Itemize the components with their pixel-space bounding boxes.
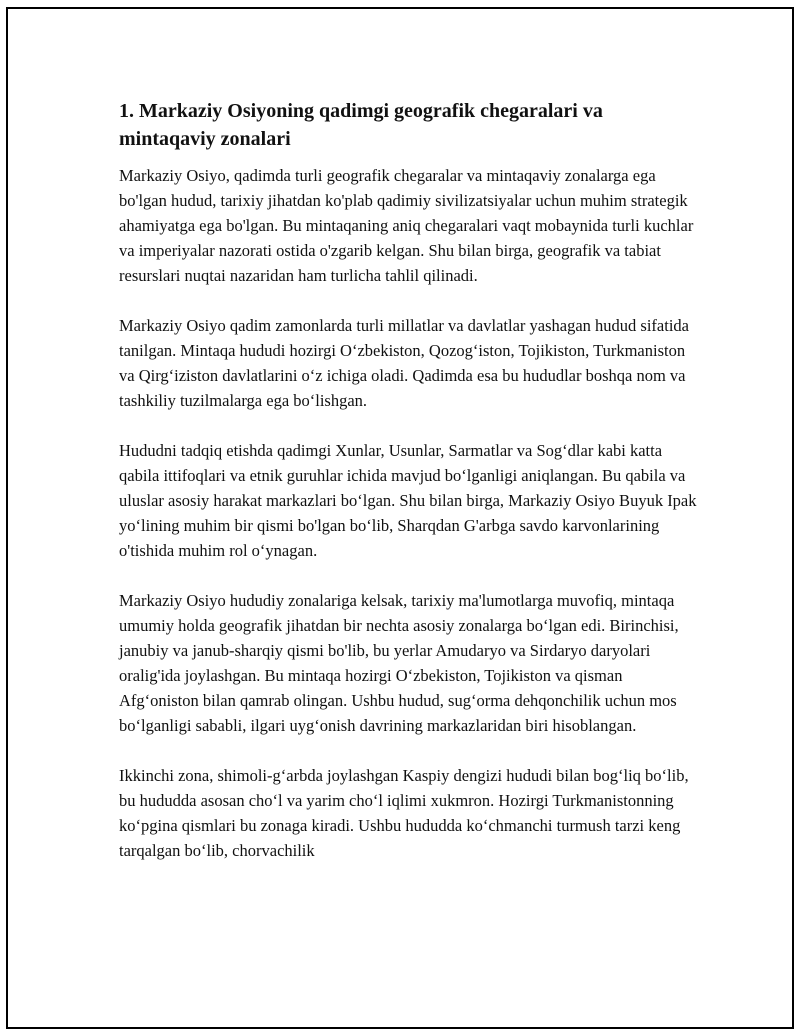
page (6, 7, 794, 1029)
section-heading: 1. Markaziy Osiyoning qadimgi geografik chegaralari va mintaqaviy zonalari (119, 100, 603, 150)
document-body (119, 97, 699, 888)
paragraph: Hududni tadqiq etishda qadimgi Xunlar, Usunlar, Sarmatlar va Sog‘dlar kabi katta qabila ittifoqlari va etnik guruhlar ichida mavjud bo‘lganligi aniqlangan. Bu qabila va uluslar asosiy harakat markazlari bo‘lgan. Shu bilan birga, Markaziy Osiyo Buyuk Ipak yo‘lining muhim bir qismi bo'lgan bo‘lib, Sharqdan G'arbga savdo karvonlarining o'tishida muhim rol o‘ynagan. (119, 441, 697, 560)
paragraph: Ikkinchi zona, shimoli-g‘arbda joylashgan Kaspiy dengizi hududi bilan bog‘liq bo‘lib, bu hududda asosan cho‘l va yarim cho‘l iqlimi xukmron. Hozirgi Turkmanistonning ko‘pgina qismlari bu zonaga kiradi. Ushbu hududda ko‘chmanchi turmush tarzi keng tarqalgan bo‘lib, chorvachilik (119, 766, 689, 860)
paragraph: Markaziy Osiyo, qadimda turli geografik chegaralar va mintaqaviy zonalarga ega bo'lgan hudud, tarixiy jihatdan ko'plab qadimiy sivilizatsiyalar uchun muhim strategik ahamiyatga ega bo'lgan. Bu mintaqaning aniq chegaralari vaqt mobaynida turli kuchlar va imperiyalar nazorati ostida o'zgarib kelgan. Shu bilan birga, geografik va tabiat resurslari nuqtai nazaridan ham turlicha tahlil qilinadi. (119, 166, 694, 285)
paragraph: Markaziy Osiyo qadim zamonlarda turli millatlar va davlatlar yashagan hudud sifatida tanilgan. Mintaqa hududi hozirgi O‘zbekiston, Qozog‘iston, Tojikiston, Turkmaniston va Qirg‘iziston davlatlarini o‘z ichiga oladi. Qadimda esa bu hududlar boshqa nom va tashkiliy tuzilmalarga ega bo‘lishgan. (119, 316, 689, 410)
paragraph: Markaziy Osiyo hududiy zonalariga kelsak, tarixiy ma'lumotlarga muvofiq, mintaqa umumiy holda geografik jihatdan bir nechta asosiy zonalarga bo‘lgan edi. Birinchisi, janubiy va janub-sharqiy qismi bo'lib, bu yerlar Amudaryo va Sirdaryo daryolari oralig'ida joylashgan. Bu mintaqa hozirgi O‘zbekiston, Tojikiston va qisman Afg‘oniston bilan qamrab olingan. Ushbu hudud, sug‘orma dehqonchilik uchun mos bo‘lganligi sababli, ilgari uyg‘onish davrining markazlaridan biri hisoblangan. (119, 591, 679, 735)
